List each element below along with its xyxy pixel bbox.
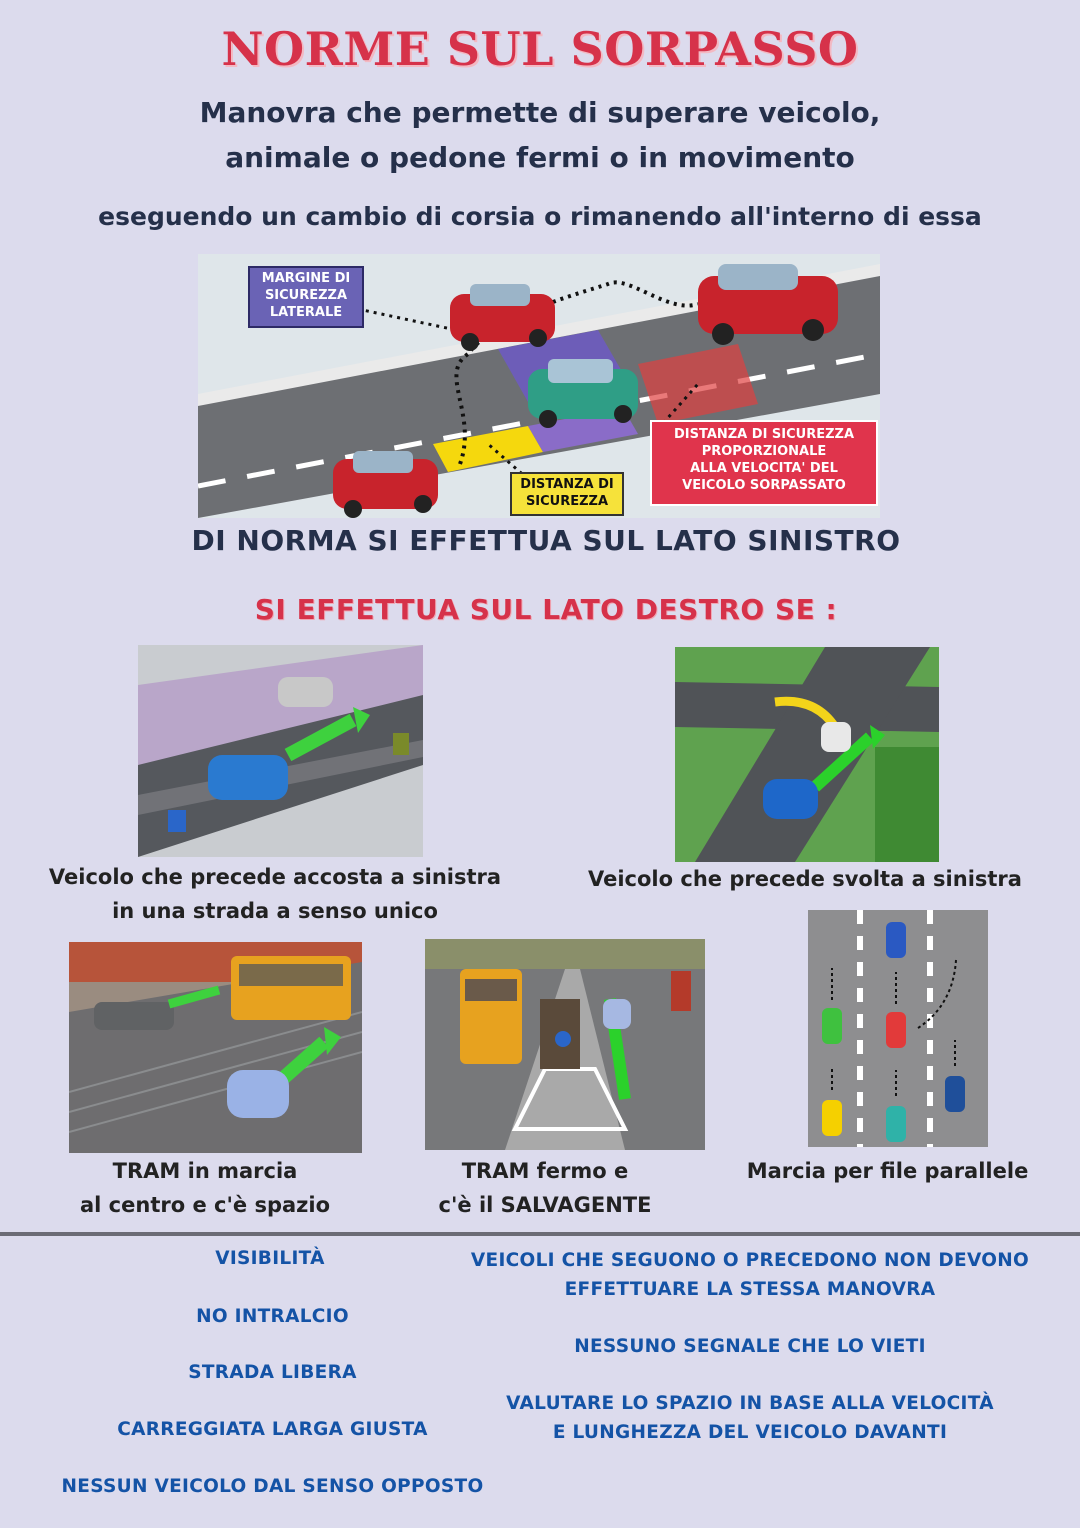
rule-no-prohibiting-sign-line1: NESSUNO SEGNALE CHE LO VIETI	[574, 1336, 926, 1357]
subtitle-line-1: Manovra che permette di superare veicolo,	[199, 96, 881, 129]
case-image-tram-moving	[69, 942, 362, 1153]
car-rear	[333, 451, 438, 518]
case-caption-parallel-lanes-line1: Marcia per file parallele	[746, 1159, 1029, 1183]
rule-road-clear: STRADA LIBERA	[188, 1362, 357, 1383]
rule-evaluate-space	[450, 1389, 1050, 1447]
rule-no-prohibiting-sign	[500, 1332, 1000, 1361]
case-caption-tram-stopped-line2: c'è il SALVAGENTE	[438, 1193, 652, 1217]
case-image-left-pull	[138, 645, 423, 857]
case-caption-left-pull-line2: in una strada a senso unico	[112, 899, 438, 923]
label-safety-distance-line2: SICUREZZA	[525, 494, 609, 509]
page-title: NORME SUL SORPASSO	[221, 22, 859, 76]
label-proportional-line1: DISTANZA DI SICUREZZA	[673, 427, 855, 442]
case-caption-left-pull	[20, 860, 530, 928]
label-lateral-margin-line3: LATERALE	[269, 305, 343, 320]
section-divider	[0, 1232, 1080, 1236]
label-proportional-line3: ALLA VELOCITA' DEL	[690, 461, 838, 476]
label-proportional-distance	[650, 420, 878, 506]
label-safety-distance	[510, 472, 624, 516]
case-caption-left-pull-line1: Veicolo che precede accosta a sinistra	[48, 865, 502, 889]
case-caption-tram-stopped-line1: TRAM fermo e	[461, 1159, 629, 1183]
case-image-left-turn	[675, 647, 939, 862]
subtitle-line-3: eseguendo un cambio di corsia o rimanendo all'interno di essa	[98, 202, 982, 231]
case-caption-tram-moving	[40, 1154, 370, 1222]
rule-evaluate-space-line2: E LUNGHEZZA DEL VEICOLO DAVANTI	[552, 1422, 948, 1443]
overtaking-diagram	[198, 254, 880, 518]
norm-left-heading: DI NORMA SI EFFETTUA SUL LATO SINISTRO	[191, 524, 901, 557]
label-lateral-margin	[248, 266, 364, 328]
label-proportional-line4: VEICOLO SORPASSATO	[682, 478, 846, 493]
rule-road-width: CARREGGIATA LARGA GIUSTA	[117, 1419, 428, 1440]
car-overtaken	[528, 359, 638, 428]
rule-no-obstruction: NO INTRALCIO	[196, 1306, 349, 1327]
rule-no-same-manoeuvre	[430, 1246, 1070, 1304]
rule-no-same-manoeuvre-line1: VEICOLI CHE SEGUONO O PRECEDONO NON DEVONO	[470, 1250, 1030, 1271]
rule-evaluate-space-line1: VALUTARE LO SPAZIO IN BASE ALLA VELOCITÀ	[506, 1393, 994, 1414]
label-safety-distance-line1: DISTANZA DI	[520, 477, 614, 492]
car-front	[698, 264, 838, 345]
label-proportional-line2: PROPORZIONALE	[701, 444, 827, 459]
rule-no-same-manoeuvre-line2: EFFETTUARE LA STESSA MANOVRA	[564, 1279, 936, 1300]
case-image-tram-stopped	[425, 939, 705, 1150]
case-caption-tram-moving-line1: TRAM in marcia	[112, 1159, 298, 1183]
rule-no-oncoming: NESSUN VEICOLO DAL SENSO OPPOSTO	[61, 1476, 484, 1497]
label-lateral-margin-line2: SICUREZZA	[264, 288, 348, 303]
rule-visibility: VISIBILITÀ	[215, 1248, 325, 1269]
label-lateral-margin-line1: MARGINE DI	[261, 271, 351, 286]
car-overtaking	[450, 284, 555, 351]
case-caption-tram-moving-line2: al centro e c'è spazio	[80, 1193, 330, 1217]
case-image-parallel-lanes	[808, 910, 988, 1147]
case-caption-left-turn-line1: Veicolo che precede svolta a sinistra	[588, 867, 1022, 891]
subtitle-line-2: animale o pedone fermi o in movimento	[225, 141, 855, 174]
case-caption-parallel-lanes	[720, 1154, 1055, 1188]
case-caption-left-turn	[560, 862, 1050, 896]
case-caption-tram-stopped	[405, 1154, 685, 1222]
right-side-heading: SI EFFETTUA SUL LATO DESTRO SE :	[254, 593, 838, 626]
